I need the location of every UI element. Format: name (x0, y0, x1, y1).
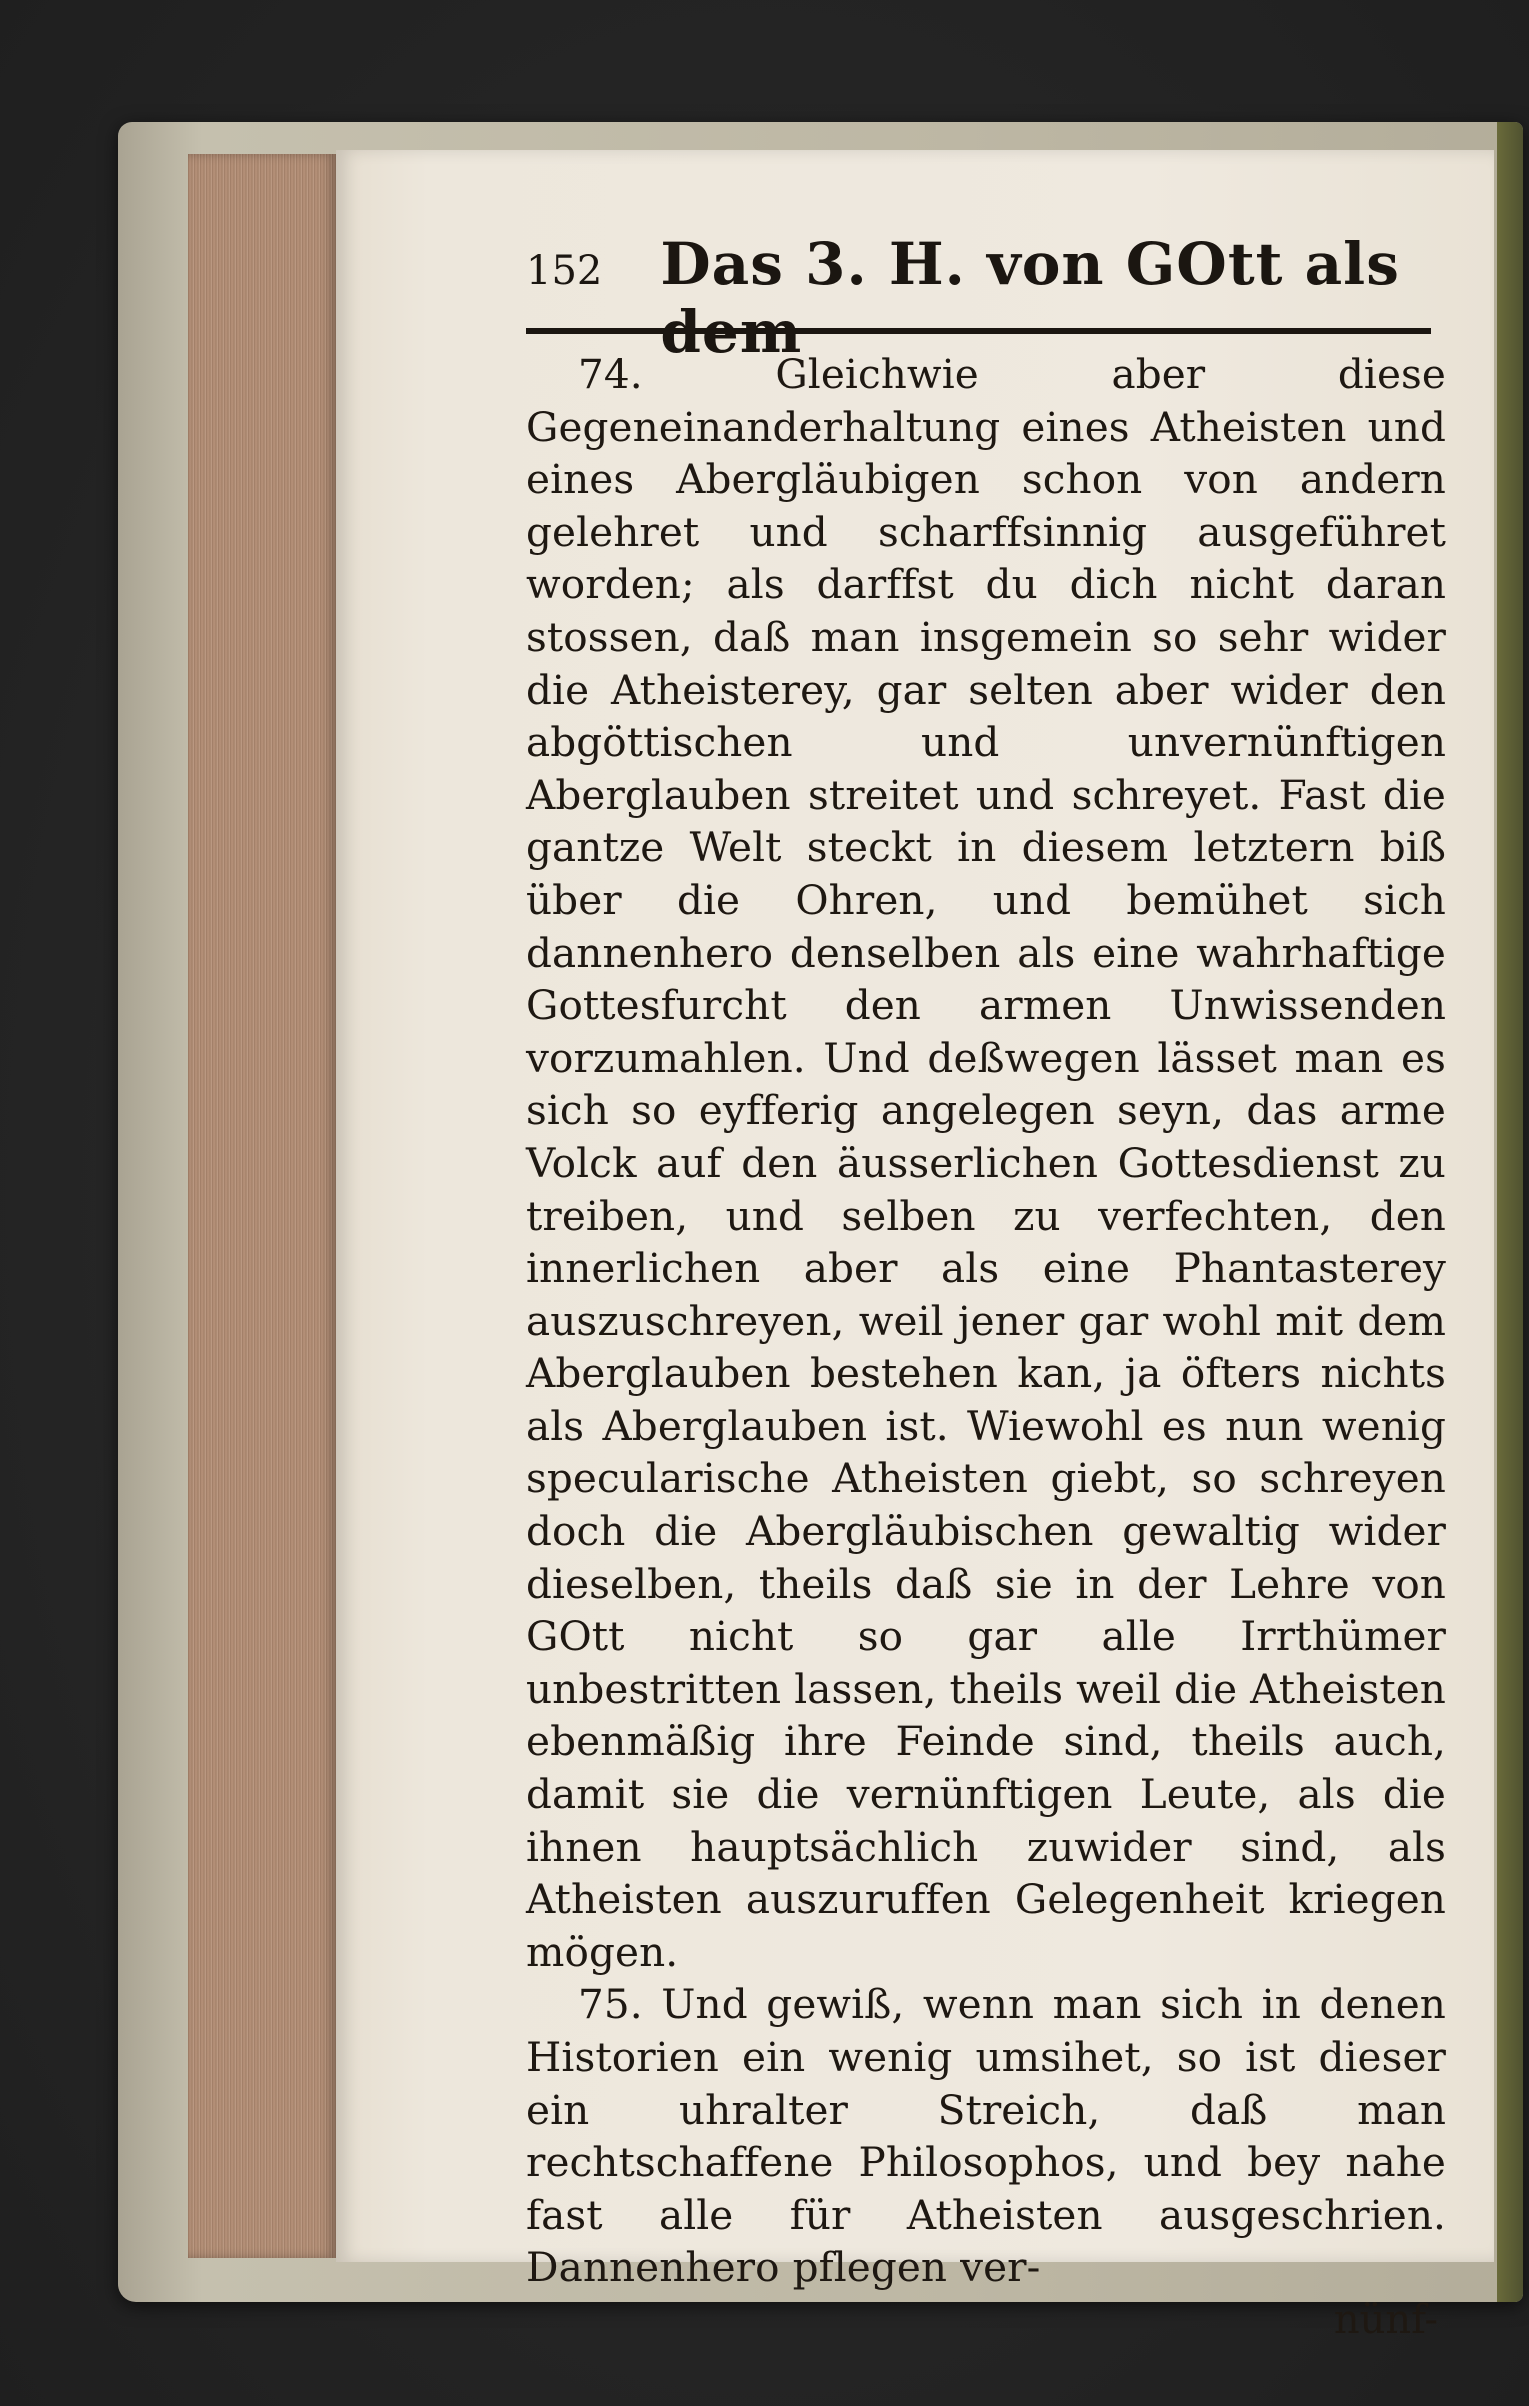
page-number: 152 (526, 248, 603, 294)
paragraph-75: 75. Und gewiß, wenn man sich in denen Historien ein wenig umsihet, so ist dieser ein uhralter Streich, daß man rechtschaffene Philosophos, und bey nahe fast alle für Atheisten ausgeschrien. Dannenhero pflegen ver- (526, 1980, 1446, 2292)
running-head: Das 3. H. von GOtt als dem (660, 230, 1400, 366)
paragraph-74: 74. Gleichwie aber diese Gegeneinanderhaltung eines Atheisten und eines Abergläubigen schon von andern gelehret und scharffsinnig ausgeführet worden; als darffst du dich nicht daran stossen, daß man insgemein so sehr wider die Atheisterey, gar selten aber wider den abgöttischen und unvernünftigen Aberglauben streitet und schreyet. Fast die gantze Welt steckt in diesem letztern biß über die Ohren, und bemühet sich dannenhero denselben als eine wahrhaftige Gottesfurcht den armen Unwissenden vorzumahlen. Und deßwegen lässet man es sich so eyfferig angelegen seyn, das arme Volck auf den äusserlichen Gottesdienst zu treiben, und selben zu verfechten, den innerlichen aber als eine Phantasterey auszuschreyen, weil jener gar wohl mit dem Aberglauben bestehen kan, ja öfters nichts als Aberglauben ist. Wiewohl es nun wenig specularische Atheisten giebt, so schreyen doch die Abergläubischen gewaltig wider dieselben, theils daß sie in der Lehre von GOtt nicht so gar alle Irrthümer unbestritten lassen, theils weil die Atheisten ebenmäßig ihre Feinde sind, theils auch, damit sie die vernünftigen Leute, als die ihnen hauptsächlich zuwider sind, als Atheisten auszuruffen Gelegenheit kriegen mögen. (526, 350, 1446, 1976)
page-text-block (526, 230, 1446, 2346)
page-header (526, 230, 1446, 366)
book-page (336, 150, 1494, 2343)
page-edges (188, 154, 336, 2258)
catchword: nünf- (1333, 2296, 1438, 2343)
body-text (526, 348, 1446, 2294)
cover-spine (1497, 122, 1523, 2302)
